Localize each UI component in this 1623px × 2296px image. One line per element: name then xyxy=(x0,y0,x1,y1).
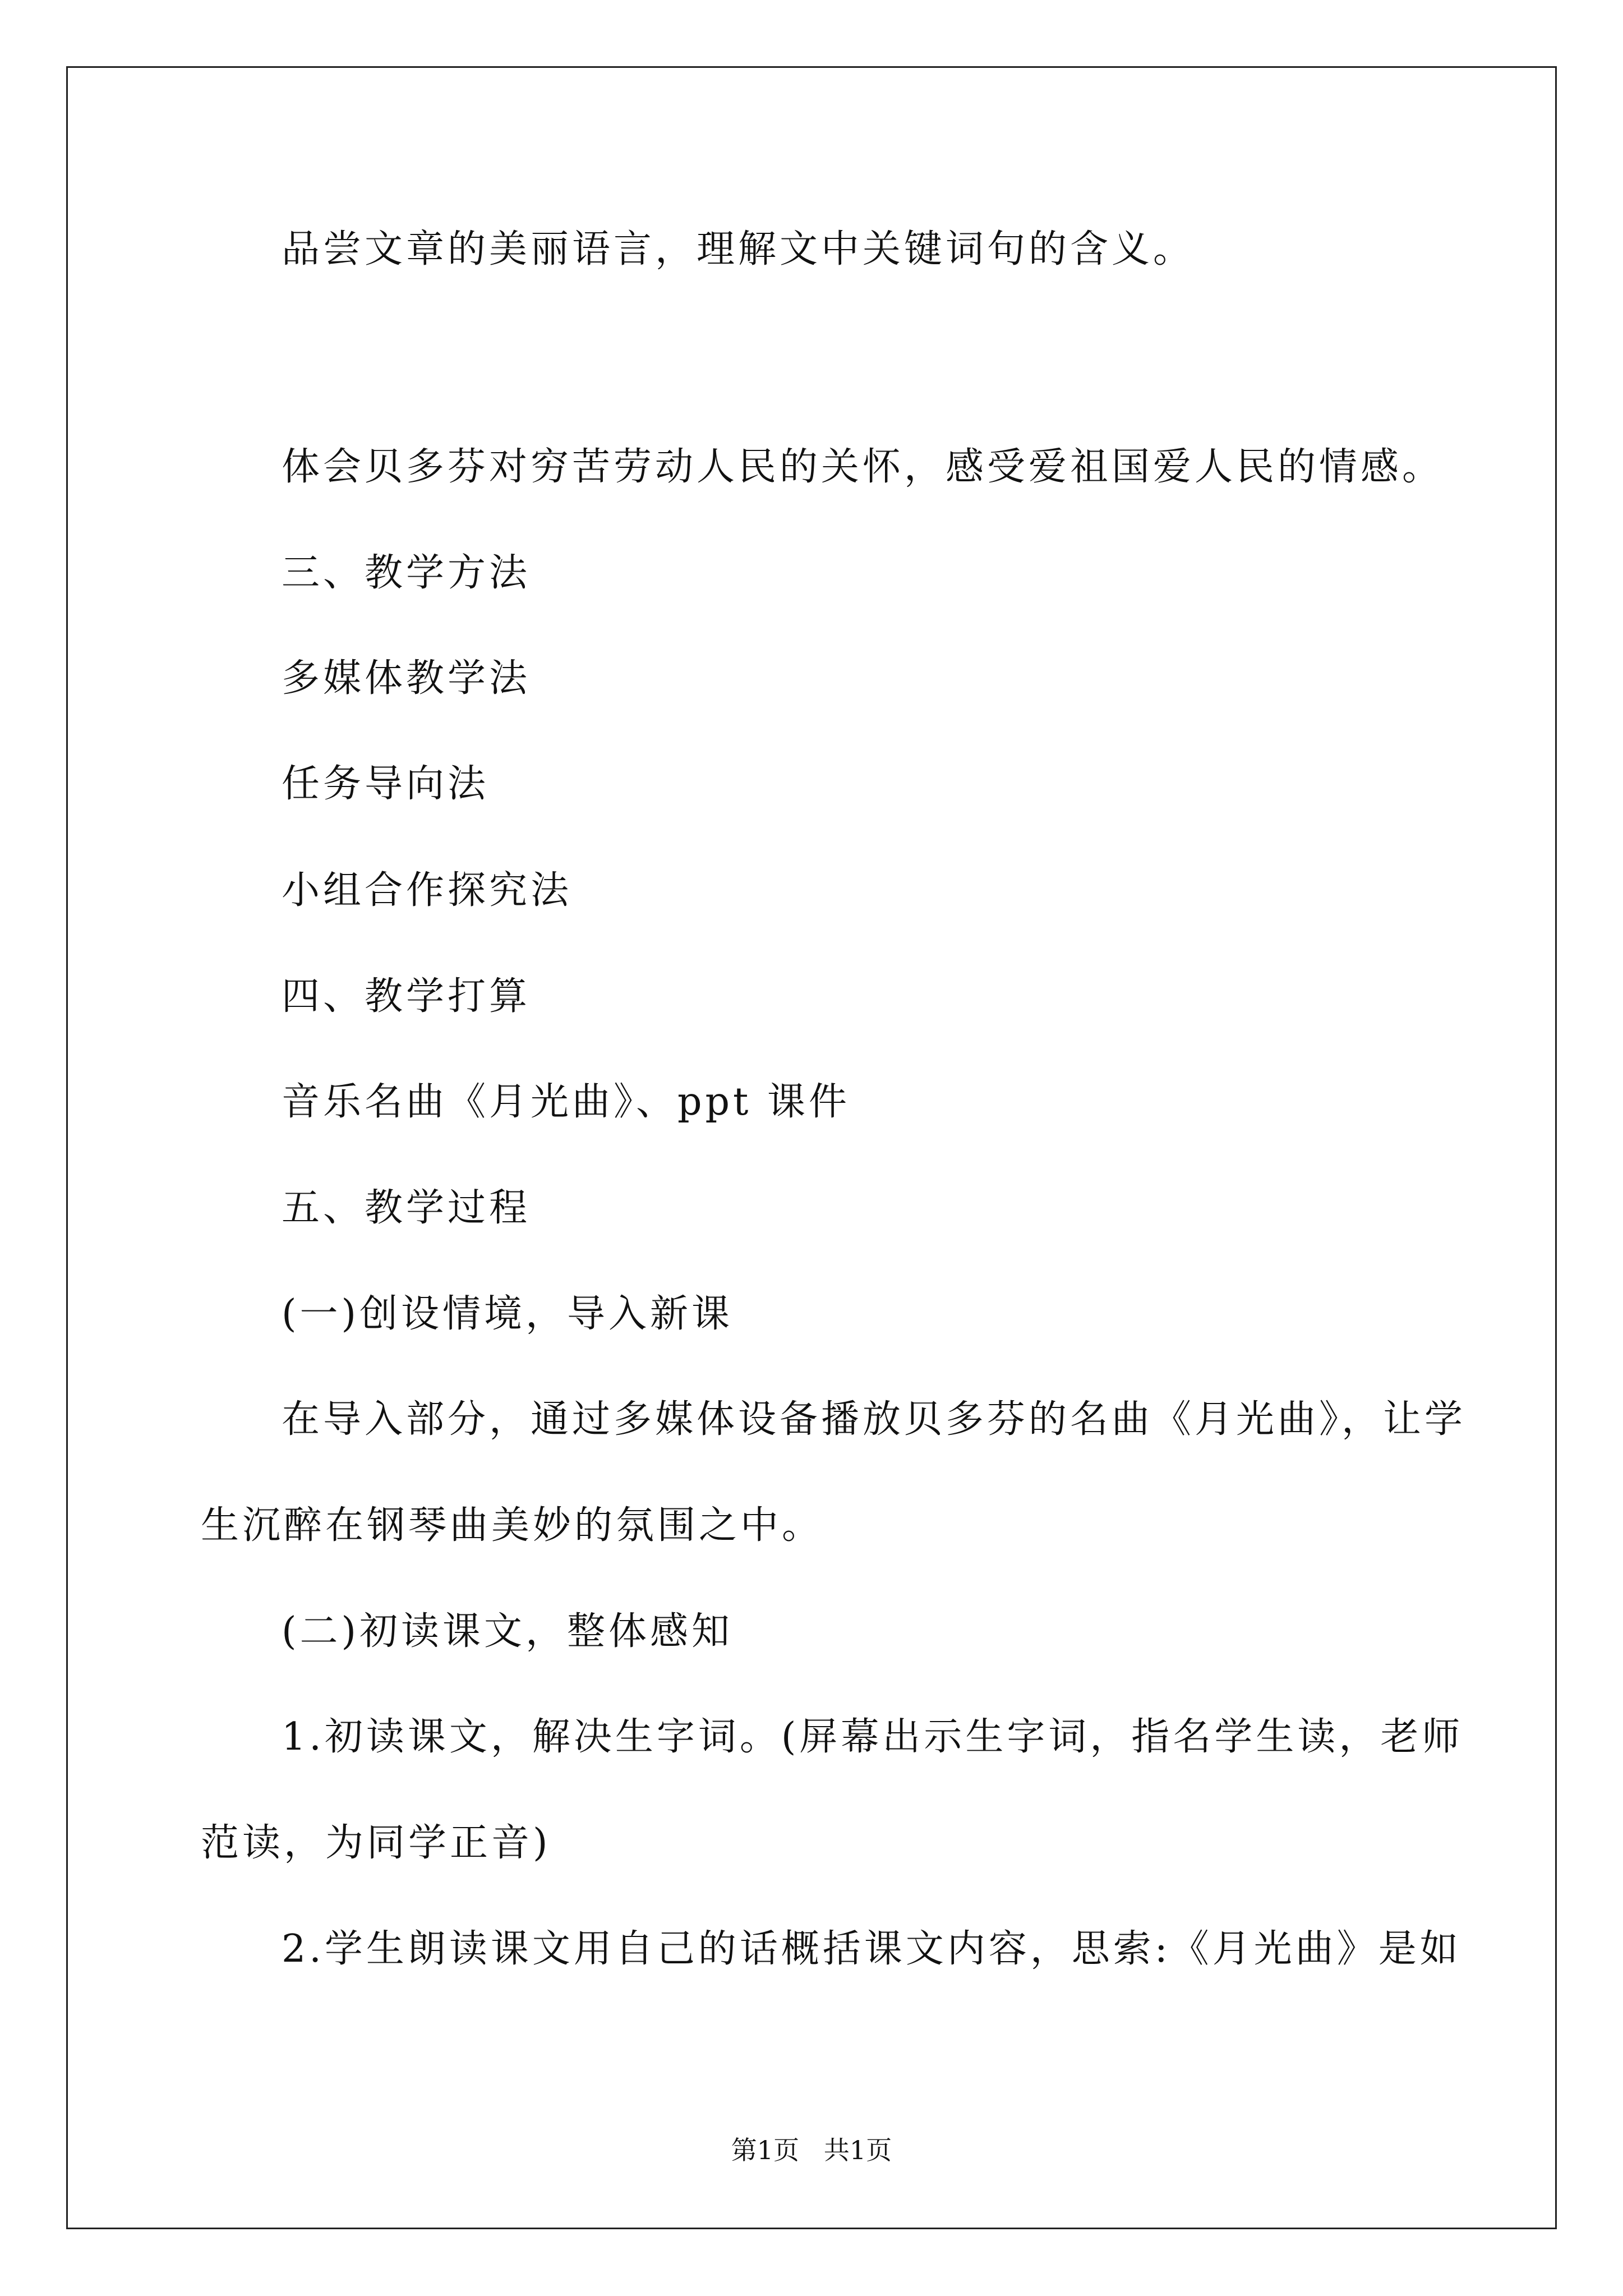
paragraph-line: 1.初读课文，解决生字词。(屏幕出示生字词，指名学生读，老师 xyxy=(282,1715,1464,1759)
section-heading: 五、教学过程 xyxy=(282,1186,531,1230)
paragraph-line: 体会贝多芬对穷苦劳动人民的关怀，感受爱祖国爱人民的情感。 xyxy=(282,445,1444,489)
paragraph-line: 音乐名曲《月光曲》、ppt 课件 xyxy=(282,1080,851,1124)
paragraph-line: 生沉醉在钢琴曲美妙的氛围之中。 xyxy=(201,1503,824,1548)
paragraph-line: 品尝文章的美丽语言，理解文中关键词句的含义。 xyxy=(282,227,1195,272)
paragraph-line: 范读，为同学正音) xyxy=(201,1821,551,1865)
subsection-heading: (二)初读课文，整体感知 xyxy=(282,1609,734,1654)
section-heading: 三、教学方法 xyxy=(282,551,531,595)
subsection-heading: (一)创设情境，导入新课 xyxy=(282,1292,734,1336)
paragraph-line: 2.学生朗读课文用自己的话概括课文内容，思索:《月光曲》是如 xyxy=(282,1927,1461,1971)
list-item: 任务导向法 xyxy=(282,762,490,806)
page-footer: 第1页 共1页 xyxy=(731,2135,892,2165)
section-heading: 四、教学打算 xyxy=(282,974,531,1019)
list-item: 小组合作探究法 xyxy=(282,868,573,913)
paragraph-line: 在导入部分，通过多媒体设备播放贝多芬的名曲《月光曲》，让学 xyxy=(282,1397,1467,1442)
list-item: 多媒体教学法 xyxy=(282,656,531,701)
page-border xyxy=(66,66,1557,2229)
